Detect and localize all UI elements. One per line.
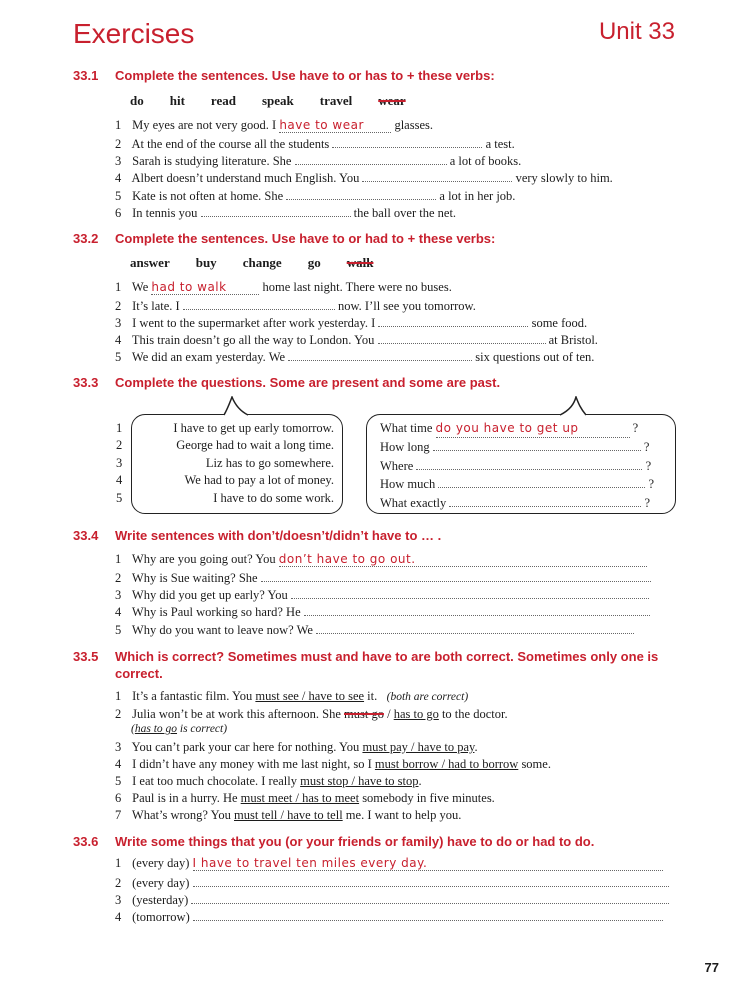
choice-options[interactable]: must meet / has to meet [240, 791, 360, 805]
sentence-end: to the doctor. [441, 707, 508, 721]
sentence-start: I went to the supermarket after work yesterday. I [132, 316, 376, 330]
exercise-instruction: Complete the sentences. Use have to or has to + these verbs: [115, 68, 495, 83]
item-number: 7 [115, 808, 122, 822]
statement: We had to pay a lot of money. [184, 473, 334, 488]
sentence-end: a lot in her job. [439, 189, 516, 203]
choice-options[interactable]: must borrow / had to borrow [374, 757, 519, 771]
sentence-end: at Bristol. [548, 333, 598, 347]
sentence-start: In tennis you [132, 206, 198, 220]
sentence-start: My eyes are not very good. I [132, 118, 277, 132]
question-start: Where [380, 458, 414, 473]
bubble-tail [558, 396, 588, 416]
item-number: 5 [115, 623, 122, 637]
answer-blank[interactable] [304, 603, 650, 616]
sentence-item [115, 331, 598, 348]
sentence-end: a test. [485, 137, 515, 151]
sentence-item [115, 621, 634, 638]
question-mark: ? [648, 477, 655, 492]
sentence-item [115, 791, 495, 806]
exercise-instruction: Write sentences with don’t/doesn’t/didn’t have to … . [115, 528, 442, 543]
item-number: 2 [115, 299, 122, 313]
sentence-item [115, 118, 433, 133]
verb-list [130, 93, 432, 109]
exercise-33-6-heading [73, 834, 594, 849]
sentence-item [115, 552, 647, 567]
exercise-number: 33.4 [73, 528, 99, 543]
item-number: 2 [115, 707, 122, 721]
sentence-item [115, 135, 515, 152]
item-number: 2 [115, 876, 122, 890]
item-number: 3 [115, 740, 122, 754]
sentence-prompt: (every day) [132, 856, 190, 870]
statement: I have to do some work. [213, 490, 334, 505]
sentence-prompt: (yesterday) [132, 893, 189, 907]
sentence-item [115, 856, 663, 871]
sentence-item [115, 757, 551, 772]
item-number: 4 [115, 171, 122, 185]
exercise-instruction-continued: correct. [115, 666, 163, 681]
item-number: 2 [115, 137, 122, 151]
verb: do [130, 93, 144, 108]
sentence-start: What’s wrong? You [131, 808, 231, 822]
item-number: 1 [115, 552, 122, 566]
answer-blank[interactable] [201, 204, 351, 217]
item-number: 6 [115, 206, 122, 220]
sentence-item [115, 707, 508, 722]
item-number: 5 [115, 189, 122, 203]
verb: buy [195, 255, 217, 270]
exercise-instruction: Which is correct? Sometimes must and have to are both correct. Sometimes only one is [115, 649, 659, 664]
verb: read [210, 93, 236, 108]
exercise-33-2-heading [73, 231, 495, 246]
exercise-instruction: Complete the questions. Some are present and some are past. [115, 375, 501, 390]
page-title: Exercises [73, 18, 195, 49]
sentence-start: It’s a fantastic film. You [132, 689, 253, 703]
question-row [380, 494, 654, 512]
sentence-end: somebody in five minutes. [362, 791, 495, 805]
answer-blank[interactable] [291, 586, 649, 599]
sentence-start: Paul is in a hurry. He [132, 791, 238, 805]
sentence-item [115, 586, 649, 603]
crossed-verb: walk [346, 255, 374, 270]
item-number: 1 [115, 118, 122, 132]
sentence-item [115, 740, 478, 755]
sentence-end: now. I’ll see you tomorrow. [337, 299, 476, 313]
choice-options[interactable]: must tell / have to tell [234, 808, 343, 822]
choice-options[interactable]: must pay / have to pay [362, 740, 475, 754]
statement: George had to wait a long time. [176, 438, 334, 453]
item-number: 1 [115, 856, 122, 870]
answer-blank[interactable] [416, 457, 642, 470]
sentence-prompt: (every day) [132, 876, 190, 890]
crossed-verb: wear [378, 93, 406, 108]
answer-blank[interactable] [438, 475, 645, 488]
item-number: 1 [116, 421, 123, 435]
answer-blank[interactable] [183, 297, 335, 310]
note-part: is correct) [177, 723, 228, 735]
sentence-start: Why are you going out? You [131, 552, 276, 566]
sentence-start: We did an exam yesterday. We [131, 350, 286, 364]
answer-blank[interactable] [362, 169, 512, 182]
sentence-end: the ball over the net. [353, 206, 457, 220]
sentence-start: Kate is not often at home. She [132, 189, 284, 203]
answer-blank[interactable] [332, 135, 482, 148]
item-number: 4 [115, 757, 122, 771]
item-number: 4 [116, 473, 123, 488]
answer-blank[interactable] [316, 621, 634, 634]
question-row [380, 420, 654, 438]
choice-options[interactable]: must stop / have to stop [300, 774, 419, 788]
option-separator: / [387, 707, 391, 721]
handwritten-answer[interactable]: have to wear [279, 118, 391, 133]
verb: change [242, 255, 282, 270]
sentence-end: some food. [531, 316, 588, 330]
unit-label: Unit 33 [598, 18, 675, 45]
sentence-start: Why do you want to leave now? We [131, 623, 313, 637]
exercise-number: 33.3 [73, 375, 99, 390]
item-number: 4 [115, 333, 122, 347]
sentence-item [115, 874, 669, 891]
sentence-end: very slowly to him. [515, 171, 613, 185]
exercise-instruction: Write some things that you (or your friends or family) have to do or had to do. [115, 834, 595, 849]
question-mark: ? [643, 440, 650, 455]
sentence-start: Julia won’t be at work this afternoon. She [132, 707, 341, 721]
sentence-item [115, 348, 594, 365]
question-start: What time [380, 421, 433, 435]
answer-blank[interactable] [193, 908, 663, 921]
answer-blank[interactable] [295, 152, 447, 165]
item-number: 6 [115, 791, 122, 805]
question-column [380, 420, 654, 512]
exercise-number: 33.1 [73, 68, 99, 83]
exercise-instruction: Complete the sentences. Use have to or had to + these verbs: [115, 231, 496, 246]
answer-blank[interactable] [193, 874, 669, 887]
sentence-end: . [474, 740, 478, 754]
sentence-start: Why is Paul working so hard? He [131, 605, 301, 619]
question-row [380, 475, 654, 493]
item-number: 2 [115, 571, 122, 585]
chosen-option[interactable]: has to go [393, 707, 439, 721]
sentence-item [115, 689, 468, 704]
sentence-item [115, 314, 587, 331]
item-number: 4 [115, 910, 122, 924]
note-part: ( [131, 723, 135, 735]
exercise-33-5-heading [73, 649, 658, 664]
sentence-prompt: (tomorrow) [132, 910, 190, 924]
sentence-end: me. I want to help you. [345, 808, 462, 822]
sentence-item [115, 152, 521, 169]
note-part: has to go [134, 723, 178, 735]
item-number: 3 [115, 893, 122, 907]
answer-blank[interactable] [191, 891, 669, 904]
item-number: 1 [115, 689, 122, 703]
sentence-end: six questions out of ten. [475, 350, 595, 364]
sentence-start: I didn’t have any money with me last night, so I [132, 757, 372, 771]
exercise-number: 33.6 [73, 834, 99, 849]
sentence-start: It’s late. I [132, 299, 180, 313]
sentence-item [115, 908, 663, 925]
sentence-end: home last night. There were no buses. [262, 280, 452, 294]
sentence-start: I eat too much chocolate. I really [132, 774, 297, 788]
verb: travel [319, 93, 353, 108]
answer-blank[interactable] [378, 331, 546, 344]
verb: go [307, 255, 321, 270]
sentence-end: glasses. [394, 118, 433, 132]
verb: answer [130, 255, 170, 270]
question-start: What exactly [380, 495, 447, 510]
verb: speak [261, 93, 294, 108]
example-note: (both are correct) [386, 691, 469, 703]
question-row [380, 457, 654, 475]
item-number: 1 [115, 280, 122, 294]
exercise-33-1-heading [73, 68, 495, 83]
sentence-start: At the end of the course all the students [131, 137, 330, 151]
example-note [131, 723, 227, 735]
exercise-33-3-heading [73, 375, 500, 390]
item-number: 5 [115, 774, 122, 788]
item-number: 2 [116, 438, 123, 453]
answer-blank[interactable] [261, 569, 651, 582]
handwritten-answer[interactable]: do you have to get up [436, 420, 630, 438]
sentence-item [115, 808, 461, 823]
item-number: 4 [115, 605, 122, 619]
sentence-end: . [418, 774, 422, 788]
answer-blank[interactable] [288, 348, 472, 361]
handwritten-answer[interactable]: don’t have to go out. [279, 552, 647, 567]
page-number: 77 [704, 960, 719, 975]
sentence-start: Why is Sue waiting? She [131, 571, 258, 585]
sentence-item [115, 297, 476, 314]
sentence-start: Albert doesn’t understand much English. You [131, 171, 360, 185]
statement: I have to get up early tomorrow. [173, 421, 334, 435]
choice-options[interactable]: must see / have to see [255, 689, 365, 703]
item-number: 5 [115, 350, 122, 364]
answer-blank[interactable] [378, 314, 528, 327]
answer-blank[interactable] [449, 494, 641, 507]
sentence-end: some. [521, 757, 551, 771]
exercise-33-4-heading [73, 528, 441, 543]
sentence-start: You can’t park your car here for nothing. You [131, 740, 360, 754]
question-mark: ? [645, 458, 652, 473]
sentence-end: a lot of books. [449, 154, 522, 168]
sentence-item [115, 169, 613, 186]
sentence-start: Why did you get up early? You [131, 588, 288, 602]
crossed-option[interactable]: must go [344, 707, 384, 721]
item-number: 3 [115, 588, 122, 602]
sentence-item [115, 187, 515, 204]
question-start: How long [380, 440, 430, 455]
exercise-number: 33.2 [73, 231, 99, 246]
sentence-item [115, 204, 456, 221]
sentence-start: Sarah is studying literature. She [132, 154, 292, 168]
sentence-end: it. [367, 689, 378, 703]
sentence-item [115, 774, 422, 789]
item-number: 5 [116, 490, 123, 505]
answer-blank[interactable] [286, 187, 436, 200]
sentence-item [115, 280, 452, 295]
sentence-item [115, 569, 651, 586]
question-mark: ? [644, 495, 651, 510]
bubble-tail [222, 396, 252, 416]
handwritten-answer[interactable]: I have to travel ten miles every day. [193, 856, 663, 871]
sentence-item [115, 891, 669, 908]
verb: hit [169, 93, 185, 108]
statement: Liz has to go somewhere. [205, 455, 334, 470]
bubble-number-column [116, 420, 122, 507]
exercise-number: 33.5 [73, 649, 99, 664]
question-start: How much [380, 477, 436, 492]
sentence-start: We [131, 280, 149, 294]
handwritten-answer[interactable]: had to walk [151, 280, 259, 295]
statement-column [138, 420, 334, 507]
verb-list [130, 255, 399, 271]
item-number: 3 [116, 455, 123, 470]
answer-blank[interactable] [433, 438, 641, 451]
item-number: 3 [115, 154, 122, 168]
sentence-item [115, 603, 650, 620]
item-number: 3 [115, 316, 122, 330]
sentence-start: This train doesn’t go all the way to London. You [131, 333, 375, 347]
question-row [380, 438, 654, 456]
question-mark: ? [632, 421, 639, 435]
